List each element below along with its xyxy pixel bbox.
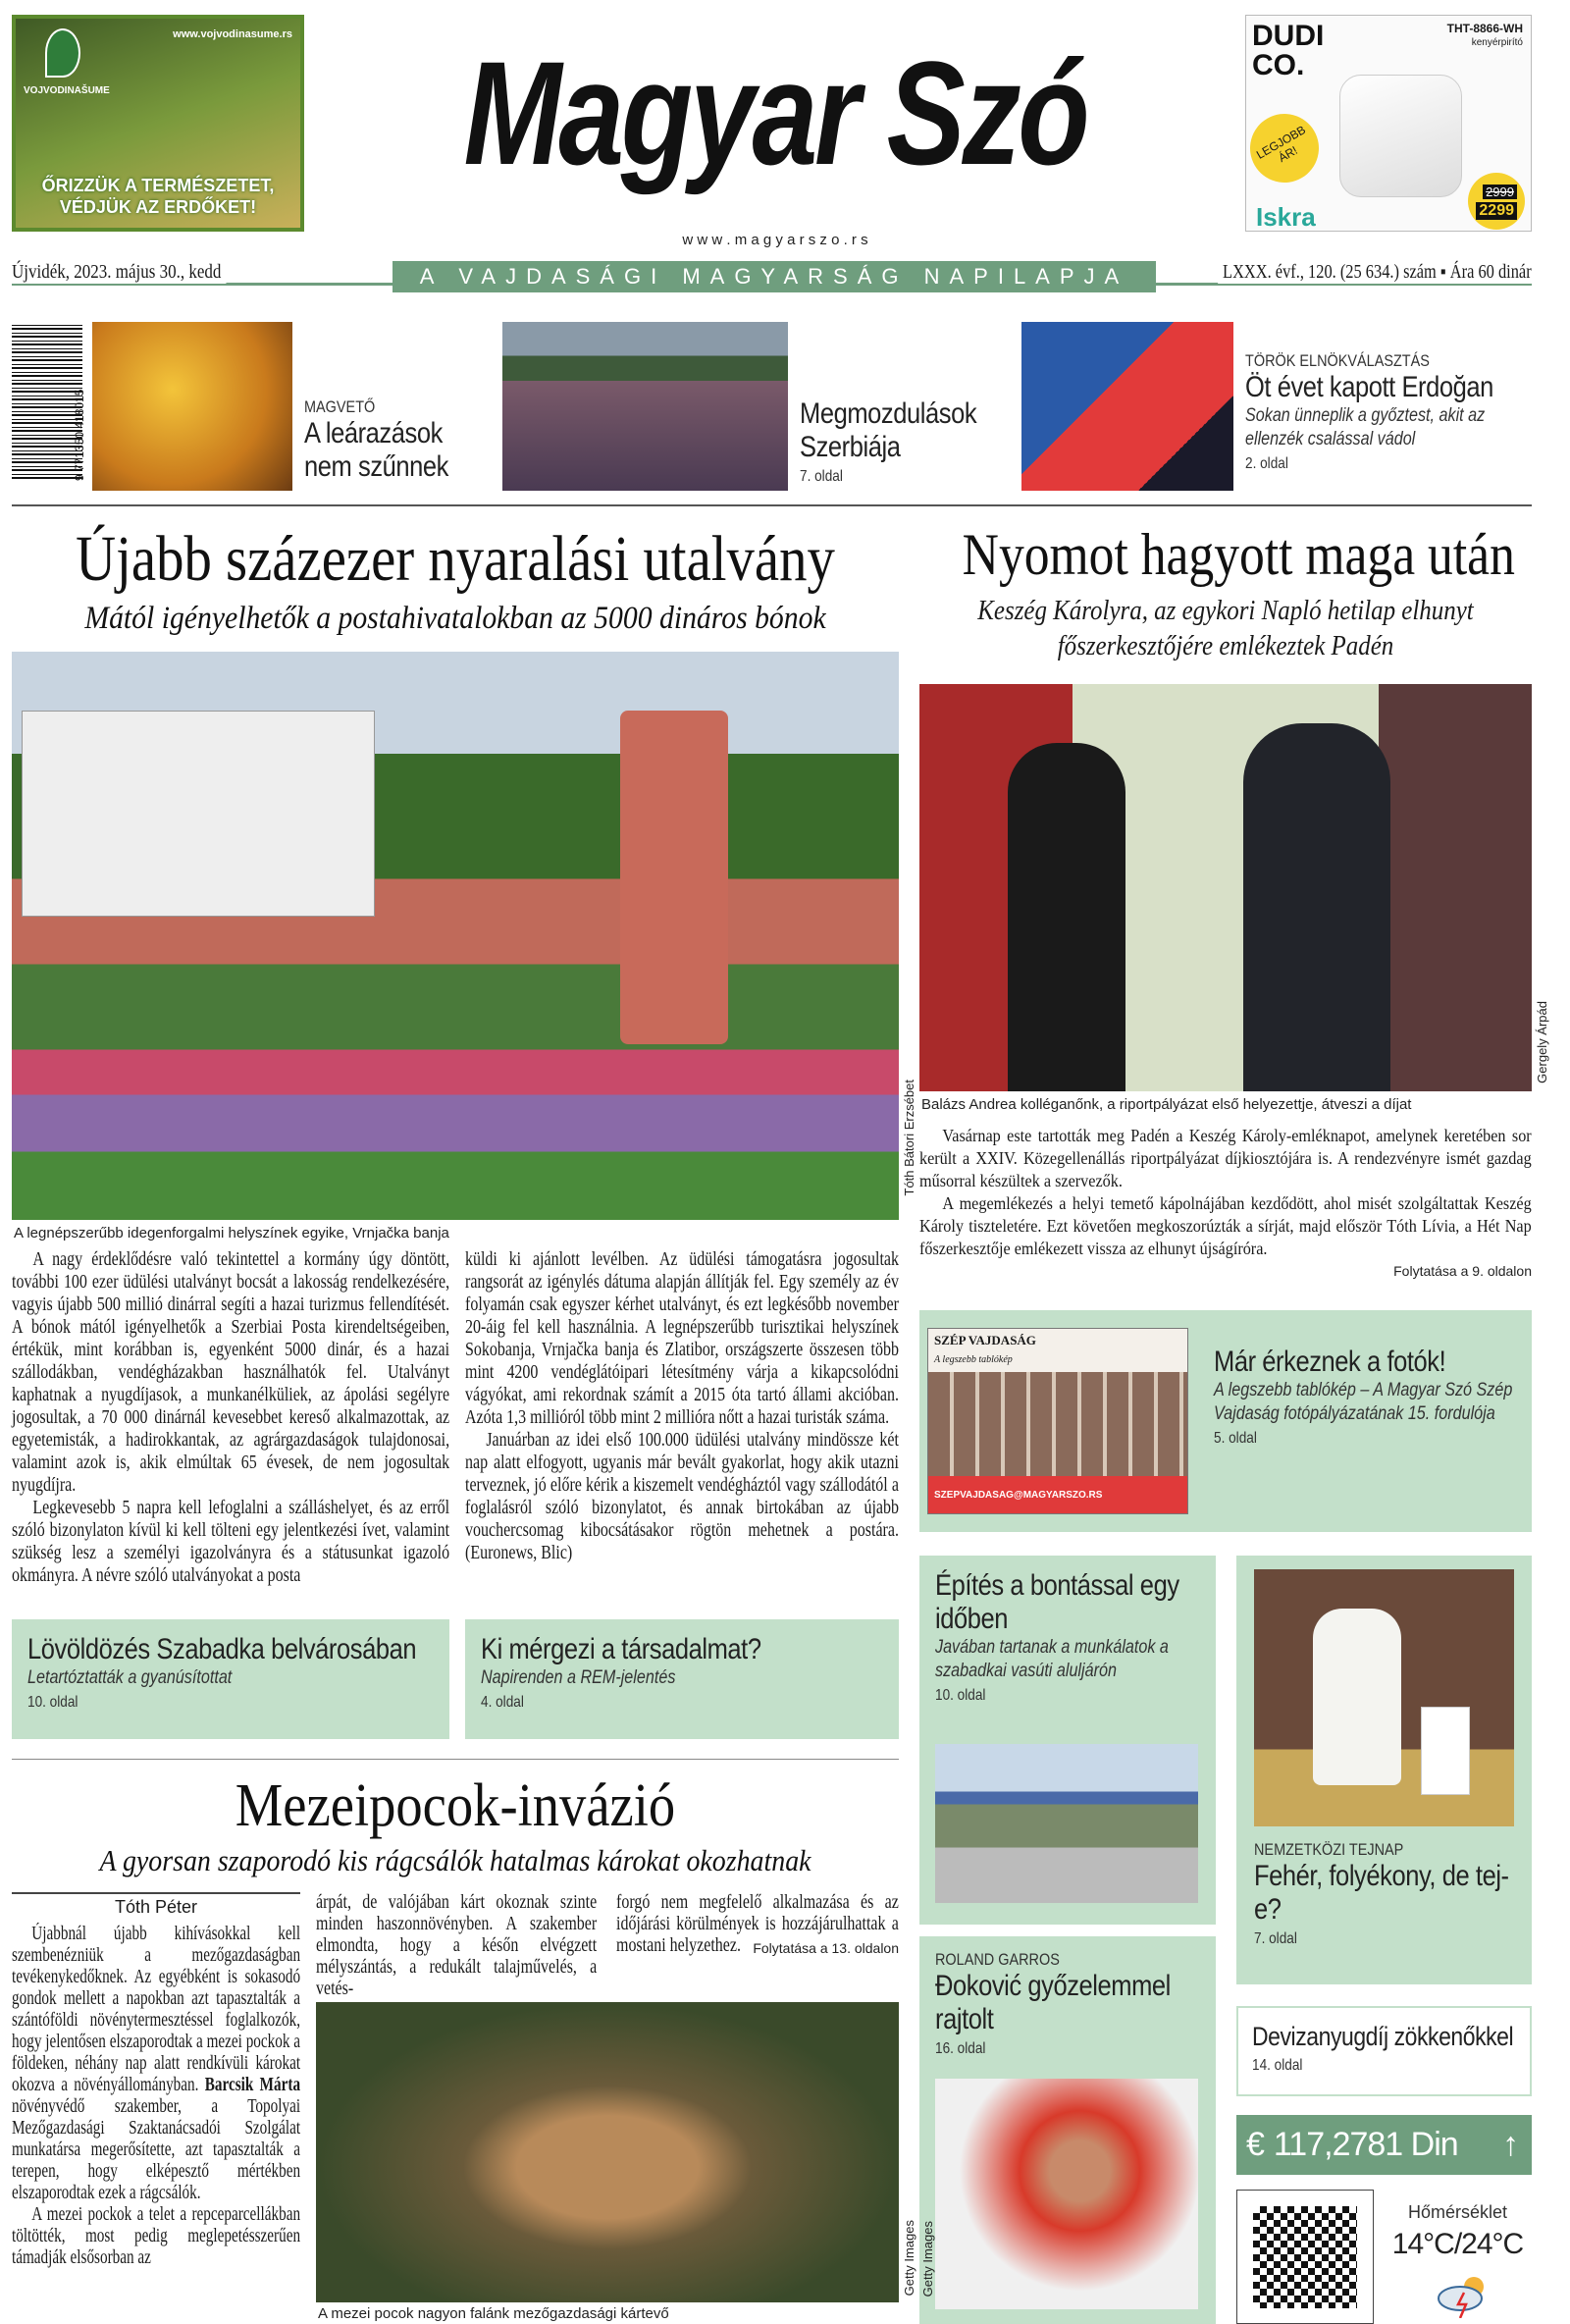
- paragraph: A megemlékezés a helyi temető kápolnájában kezdődött, ahol misét szolgáltattak Keszég Károly tiszteletére. Ezt követően megkoszorúzták a sírját, majd először Tóth Lívia, a Hét Nap főszerkesztője emlékezett vissza az elhunyt újságíróra.: [919, 1193, 1532, 1258]
- box-page: 7. oldal: [1254, 1930, 1297, 1947]
- box-title: Devizanyugdíj zökkenőkkel: [1252, 2022, 1514, 2051]
- lead-headline[interactable]: Újabb százezer nyaralási utalvány: [76, 523, 835, 595]
- lead-column-1: [12, 1248, 449, 1587]
- ad-price: 2299: [1476, 202, 1517, 220]
- pension-box[interactable]: [1236, 2006, 1532, 2096]
- right-subheadline: Keszég Károlyra, az egykori Napló hetilap elhunyt főszerkesztőjére emlékeztek Padén: [977, 595, 1474, 661]
- ad-product: kenyérpirító: [1471, 37, 1523, 48]
- lead-column-2: [465, 1248, 899, 1564]
- storm-weather-icon: [1433, 2275, 1492, 2318]
- right-headline[interactable]: Nyomot hagyott maga után: [962, 522, 1515, 587]
- box-sub: A legszebb tablókép – A Magyar Szó Szép Vajdaság fotópályázatának 15. fordulója: [1214, 1380, 1513, 1424]
- ad-badge: LEGJOBB ÁR!: [1245, 101, 1332, 195]
- photo-contest-box[interactable]: [919, 1310, 1532, 1532]
- roland-garros-box[interactable]: [919, 1936, 1216, 2324]
- djokovic-image: [935, 2079, 1198, 2309]
- paragraph: árpát, de valójában kárt okoznak szinte minden haszonnövényben. A szakember elmondta, hogy a későn elvégzett mélyszántás, a redukált talajművelés, a vetés-: [316, 1892, 598, 1999]
- mouse-subheadline: A gyorsan szaporodó kis rágcsálók hatalmas károkat okozhatnak: [99, 1843, 811, 1877]
- paragraph: Vasárnap este tartották meg Padén a Keszég Károly-emléknapot, amelynek keretében sor került a XXIV. Közegellenállás riportpályázat díjkiosztójára is. A rendezvényre ismét gazdag műsorral készültek a szervezők.: [919, 1126, 1532, 1190]
- dudi-co-ad[interactable]: [1245, 15, 1532, 232]
- ad-sub: A legszebb tablókép: [934, 1354, 1013, 1365]
- tagline-band: A VAJDASÁGI MAGYARSÁG NAPILAPJA: [392, 261, 1156, 292]
- railway-underpass-image: [935, 1744, 1198, 1903]
- photo-caption: A legnépszerűbb idegenforgalmi helyszínek egyike, Vrnjačka banja: [14, 1225, 449, 1241]
- teaser-magveto[interactable]: [304, 397, 496, 484]
- divider: [12, 1759, 899, 1760]
- issue-info: LXXX. évf., 120. (25 634.) szám ▪ Ára 60 dinár: [1218, 261, 1532, 284]
- box-sub: Javában tartanak a munkálatok a szabadkai vasúti aluljárón: [935, 1637, 1169, 1681]
- deer-leaf-logo-icon: [45, 28, 80, 78]
- mouse-headline[interactable]: Mezeipocok-invázió: [235, 1772, 676, 1839]
- ad-slogan: ŐRIZZÜK A TERMÉSZETET, VÉDJÜK AZ ERDŐKET!: [41, 176, 275, 217]
- teaser-serbia[interactable]: [800, 397, 1016, 486]
- price-tag: [1468, 173, 1525, 230]
- ad-brand: VOJVODINAŠUME: [24, 85, 110, 96]
- teaser-box-rem[interactable]: [465, 1619, 899, 1739]
- byline-rule: [12, 1892, 300, 1894]
- rate-value: 117,2781 Din: [1273, 2126, 1458, 2163]
- photo-contest-text: [1214, 1346, 1518, 1448]
- ad-old-price: 2999: [1483, 185, 1517, 199]
- box-page: 5. oldal: [1214, 1430, 1257, 1447]
- box-sub: Letartóztatták a gyanúsítottat: [27, 1667, 233, 1688]
- arrow-up-icon: ↑: [1502, 2126, 1518, 2163]
- mouse-column-3: [616, 1892, 899, 1959]
- box-kicker: ROLAND GARROS: [935, 1950, 1060, 1969]
- box-sub: Napirenden a REM-jelentés: [481, 1667, 676, 1688]
- box-kicker: NEMZETKÖZI TEJNAP: [1254, 1840, 1404, 1859]
- teaser-sub: Sokan ünneplik a győztest, akit az ellenzék csalással vádol: [1245, 405, 1486, 449]
- person: [1008, 743, 1125, 1091]
- photo-caption: A mezei pocok nagyon falánk mezőgazdasági kártevő: [318, 2305, 669, 2322]
- box-title: Đoković győzelemmel rajtolt: [935, 1970, 1171, 2035]
- date-line: Újvidék, 2023. május 30., kedd: [12, 261, 227, 284]
- erdogan-flags-image[interactable]: [1021, 322, 1233, 491]
- barcode-number: 9 771350 418015: [73, 389, 86, 481]
- box-page: 10. oldal: [935, 1687, 986, 1704]
- masthead-url[interactable]: w w w . m a g y a r s z o . r s: [682, 232, 868, 248]
- mouse-column-2: [316, 1892, 597, 2000]
- teaser-title: A leárazások nem szűnnek: [304, 417, 448, 483]
- mouse-column-1: [12, 1924, 300, 2269]
- euro-icon: €: [1246, 2126, 1264, 2163]
- toaster-image: [1339, 75, 1462, 197]
- ad-store: Iskra: [1256, 202, 1316, 232]
- milk-glass: [1421, 1707, 1470, 1795]
- text: növényvédő szakember, a Topolyai Mezőgazdasági Szaktanácsadói Szolgálat munkatársa megerősítette, azt tapasztalták a terepen, hogy elképesztő mértékben elszaporodtak ezek a rágcsálók.: [12, 2096, 301, 2203]
- box-page: 4. oldal: [481, 1694, 524, 1711]
- award-ceremony-image[interactable]: [919, 684, 1532, 1091]
- paragraph: A nagy érdeklődésre való tekintettel a kormány úgy döntött, további 100 ezer üdülési utalványt bocsát a lakosság rendelkezésére, vagyis újabb 500 millió dinárral segíti a hazai turizmus fellendítését. A bónok mától igényelhetők a Szerbiai Posta kirendeltségeiben, értékük, mint korábban is, egyenként 5000 dinár, és a hazai szállodákban, vendégházakban használhatók fel. Utalványt kaphatnak a nyugdíjasok, a munkanélküliek, az ápolási segélyre jogosultak, a 70 000 dinárnál kevesebbet kereső alkalmazottak, az egyetemisták, a hadirokkantak, az agrárgazdaságok tulajdonosai, valamint azok is, akik elmúltak 65 évesek, de nem jogosultak nyugdíjra.: [12, 1249, 450, 1496]
- right-body: [919, 1125, 1532, 1283]
- ad-email: SZEPVAJDASAG@MAGYARSZO.RS: [928, 1476, 1187, 1513]
- photo-credit: Getty Images: [920, 2221, 935, 2298]
- teaser-page: 7. oldal: [800, 468, 843, 485]
- paragraph: forgó nem megfelelő alkalmazása és az időjárási körülmények is hozzájárulhattak a mostani helyzethez.: [616, 1892, 899, 1956]
- person-name: Barcsik Márta: [204, 2075, 301, 2095]
- teaser-box-shooting[interactable]: [12, 1619, 449, 1739]
- photo-credit: Tóth Bátori Erzsébet: [902, 1080, 916, 1196]
- box-title: Építés a bontással egy időben: [935, 1569, 1179, 1635]
- weather-label: Hőmérséklet: [1407, 2202, 1508, 2222]
- milk-can: [1313, 1609, 1401, 1785]
- paragraph: A mezei pockok a telet a repceparcellákban töltötték, most pedig meglepetésszerűen támadják elsősorban az: [12, 2204, 301, 2268]
- photo-caption: Balázs Andrea kolléganőnk, a riportpályázat első helyezettje, átveszi a díjat: [921, 1096, 1412, 1113]
- vojvodinasume-ad[interactable]: [12, 15, 304, 232]
- photo-contest-ad: [927, 1328, 1188, 1514]
- water-tower: [620, 711, 728, 1044]
- text: Újabbnál újabb kihívásokkal kell szembenézniük a mezőgazdaságban tevékenykedőknek. Az egyébként is sokasodó gondok mellett a napokban azt tapasztalták a szántóföldi növénytermesztéssel foglalkozók, hogy jelentősen elszaporodtak a mezei pockok a földeken, néhány nap alatt rendkívüli károkat okozva a növényállományban.: [12, 1924, 301, 2095]
- continued-link[interactable]: Folytatása a 13. oldalon: [753, 1940, 899, 1956]
- box-page: 16. oldal: [935, 2040, 986, 2057]
- construction-box[interactable]: [919, 1556, 1216, 1925]
- ad-model: THT-8866-WH: [1446, 22, 1523, 35]
- masthead-logo[interactable]: Magyar Szó: [463, 30, 1087, 195]
- paragraph: Legkevesebb 5 napra kell lefoglalni a szálláshelyet, és az erről szóló bizonylaton kívül ki kell tölteni egy jelentkezési ívet, valamint szükség lesz a személyi igazolványra és a státusunkat igazoló okmányra. A névre szóló utalványokat a posta: [12, 1498, 450, 1586]
- photo-credit: Getty Images: [902, 2220, 916, 2297]
- qr-pattern: [1253, 2206, 1357, 2308]
- ad-url: www.vojvodinasume.rs: [173, 28, 292, 40]
- protest-crowd-image[interactable]: [502, 322, 788, 491]
- teaser-erdogan[interactable]: [1245, 351, 1532, 473]
- lead-subheadline: Mától igényelhetők a postahivatalokban az 5000 dináros bónok: [84, 601, 826, 636]
- photo-credit: Gergely Árpád: [1535, 1001, 1549, 1083]
- person: [1243, 723, 1390, 1091]
- vrnjacka-banja-image[interactable]: [12, 652, 899, 1220]
- milk-can-image: [1254, 1569, 1514, 1826]
- teaser-kicker: MAGVETŐ: [304, 397, 376, 416]
- teaser-title: Megmozdulások Szerbiája: [800, 397, 977, 463]
- ad-title: SZÉP VAJDASÁG: [928, 1329, 1187, 1372]
- building: [22, 711, 375, 917]
- box-page: 10. oldal: [27, 1694, 78, 1711]
- milk-day-box[interactable]: [1236, 1556, 1532, 1984]
- byline: Tóth Péter: [114, 1897, 198, 1917]
- field-vole-image[interactable]: [316, 2002, 899, 2302]
- teaser-title: Öt évet kapott Erdoğan: [1245, 371, 1493, 403]
- paragraph: Januárban az idei első 100.000 üdülési utalvány mindössze két nap alatt elfogyott, ugyanis már bevált gyakorlat, hogy akik utazni terveznek, jó előre kérik a kiszemelt vendégháztól vagy szállodától a foglalásról szóló bizonylatot, és annak birtokában az újabb vouchercsomag kibocsátásakor rögtön mehetnek a postára. (Euronews, Blic): [465, 1430, 899, 1563]
- box-title: Fehér, folyékony, de tej-e?: [1254, 1860, 1509, 1926]
- paragraph: küldi ki ajánlott levélben. Az üdülési támogatásra jogosultak rangsorát az igénylés dátuma alapján állítják fel. Egy személy az év folyamán csak egyszer kérhet utalványt, és ezt legkésőbb november 20-áig fel kell használnia. A legnépszerűbb turisztikai helyszínek Sokobanja, Vrnjačka banja és Zlatibor, országszerte összesen több mint 4200 vendéglátóipari létesítmény várja a kikapcsolódni vágyókat, ami rekordnak számít a 2015 óta tartó állami akcióban. Azóta 1,3 millióról több mint 2 millióra nőtt a hazai turisták száma.: [465, 1249, 899, 1428]
- ad-brand: DUDI CO.: [1252, 20, 1325, 81]
- box-page: 14. oldal: [1252, 2057, 1303, 2074]
- teaser-page: 2. oldal: [1245, 455, 1288, 472]
- box-title: Már érkeznek a fotók!: [1214, 1346, 1446, 1378]
- divider: [12, 504, 1532, 506]
- qr-code[interactable]: [1236, 2190, 1374, 2324]
- teaser-kicker: TÖRÖK ELNÖKVÁLASZTÁS: [1245, 351, 1430, 370]
- continued-link[interactable]: Folytatása a 9. oldalon: [1393, 1263, 1532, 1279]
- euro-exchange-rate: [1236, 2115, 1532, 2175]
- paragraph: [12, 1924, 300, 2204]
- weather-temperature: 14°C/24°C: [1391, 2228, 1524, 2260]
- box-title: Lövöldözés Szabadka belvárosában: [27, 1633, 417, 1665]
- corn-image[interactable]: [92, 322, 292, 491]
- milk-text: [1254, 1840, 1519, 1948]
- box-title: Ki mérgezi a társadalmat?: [481, 1633, 761, 1665]
